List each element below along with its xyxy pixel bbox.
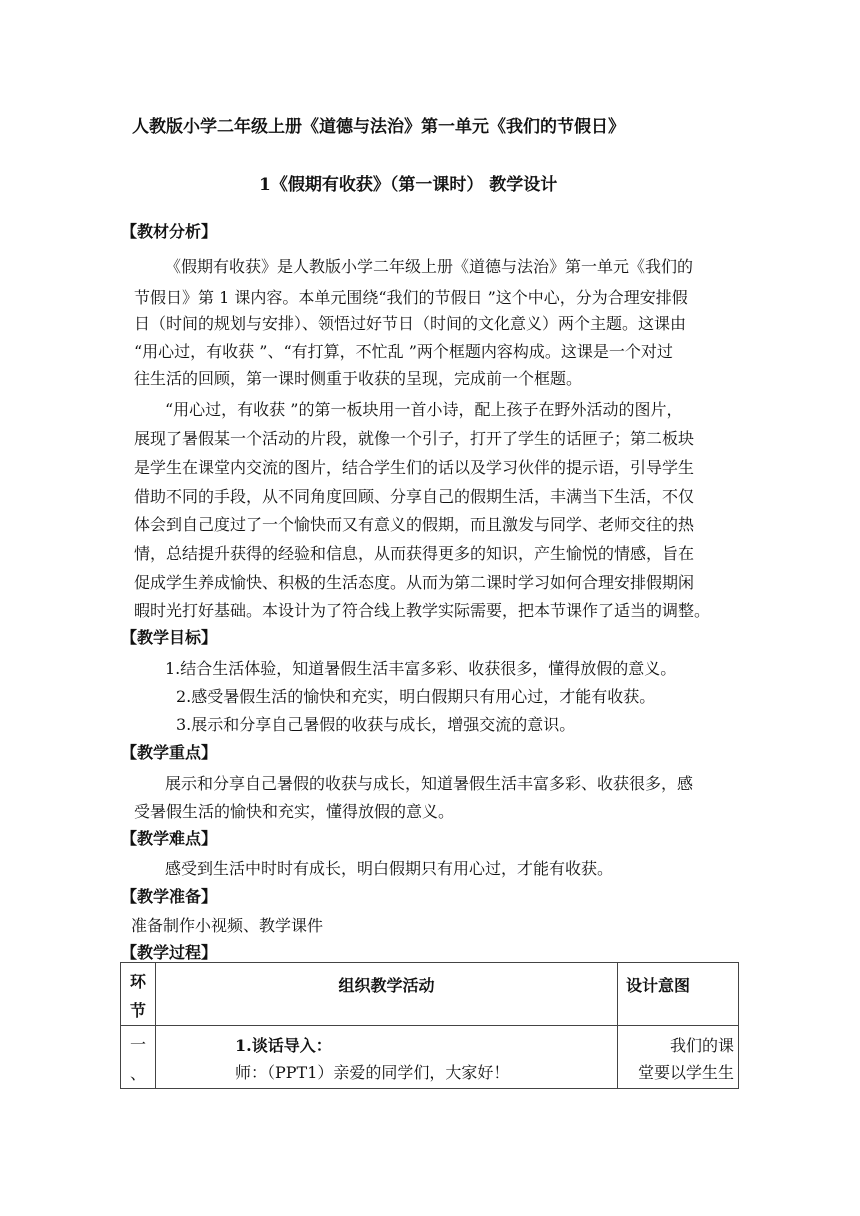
analysis-para2-line1: “用心过，有收获 ”的第一板块用一首小诗，配上孩子在野外活动的图片， — [165, 400, 683, 419]
table-row — [121, 1026, 739, 1089]
document-title: 人教版小学二年级上册《道德与法治》第一单元《我们的节假日》 — [132, 117, 625, 137]
analysis-para2-line5: 体会到自己度过了一个愉快而又有意义的假期，而且激发与同学、老师交往的热 — [134, 515, 695, 534]
intent-line1: 我们的课 — [669, 1036, 734, 1055]
header-segment-char1: 环 — [129, 972, 146, 991]
difficulty-text: 感受到生活中时时有成长，明白假期只有用心过，才能有收获。 — [165, 859, 614, 878]
preparation-text: 准备制作小视频、教学课件 — [131, 916, 324, 935]
analysis-para2-line2: 展现了暑假某一个活动的片段，就像一个引子，打开了学生的话匣子；第二板块 — [134, 429, 695, 448]
document-subtitle: 1《假期有收获》（第一课时） 教学设计 — [259, 175, 558, 195]
activity-cell — [156, 1026, 618, 1089]
section-heading-goals: 【教学目标】 — [121, 628, 218, 647]
section-heading-difficulty: 【教学难点】 — [121, 829, 218, 848]
section-heading-process: 【教学过程】 — [121, 943, 218, 962]
intent-line2: 堂要以学生生 — [637, 1063, 734, 1082]
header-intent-label: 设计意图 — [626, 976, 691, 995]
header-intent-cell — [618, 963, 739, 1026]
analysis-para1-line1: 《假期有收获》是人教版小学二年级上册《道德与法治》第一单元《我们的 — [165, 257, 694, 276]
analysis-para2-line8: 暇时光打好基础。本设计为了符合线上教学实际需要，把本节课作了适当的调整。 — [134, 601, 711, 620]
analysis-para2-line6: 情，总结提升获得的经验和信息，从而获得更多的知识，产生愉悦的情感，旨在 — [134, 544, 695, 563]
segment-char2: 、 — [129, 1064, 146, 1083]
goal-item-2: 2.感受暑假生活的愉快和充实，明白假期只有用心过，才能有收获。 — [176, 687, 656, 706]
key-points-line1: 展示和分享自己暑假的收获与成长，知道暑假生活丰富多彩、收获很多，感 — [165, 774, 694, 793]
intent-cell — [618, 1026, 739, 1089]
goal-item-1: 1.结合生活体验，知道暑假生活丰富多彩、收获很多，懂得放假的意义。 — [165, 659, 677, 678]
goal-item-3: 3.展示和分享自己暑假的收获与成长，增强交流的意识。 — [176, 715, 576, 734]
segment-char1: 一 — [129, 1035, 146, 1054]
header-segment-cell — [121, 963, 156, 1026]
table-header-row — [121, 963, 739, 1026]
key-points-line2: 受暑假生活的愉快和充实，懂得放假的意义。 — [134, 802, 455, 821]
section-heading-preparation: 【教学准备】 — [121, 887, 218, 906]
header-activity-label: 组织教学活动 — [338, 976, 435, 995]
analysis-para2-line3: 是学生在课堂内交流的图片，结合学生们的话以及学习伙伴的提示语，引导学生 — [134, 458, 695, 477]
analysis-para1-line3: 日（时间的规划与安排）、领悟过好节日（时间的文化意义）两个主题。这课由 — [134, 314, 687, 333]
header-activity-cell — [156, 963, 618, 1026]
header-segment-char2: 节 — [129, 1001, 146, 1020]
process-table — [120, 962, 739, 1089]
analysis-para1-line4: “用心过，有收获 ”、“有打算，不忙乱 ”两个框题内容构成。这课是一个对过 — [134, 342, 673, 361]
analysis-para1-line2: 节假日》第 1 课内容。本单元围绕“我们的节假日 ”这个中心，分为合理安排假 — [134, 288, 688, 307]
segment-cell — [121, 1026, 156, 1089]
analysis-para2-line7: 促成学生养成愉快、积极的生活态度。从而为第二课时学习如何合理安排假期闲 — [134, 573, 695, 592]
activity-title: 1.谈话导入： — [235, 1036, 332, 1055]
section-heading-analysis: 【教材分析】 — [121, 222, 218, 241]
analysis-para2-line4: 借助不同的手段，从不同角度回顾、分享自己的假期生活，丰满当下生活，不仅 — [134, 487, 695, 506]
section-heading-key-points: 【教学重点】 — [121, 743, 218, 762]
analysis-para1-line5: 往生活的回顾，第一课时侧重于收获的呈现，完成前一个框题。 — [134, 369, 583, 388]
activity-text: 师：（PPT1）亲爱的同学们，大家好！ — [235, 1063, 510, 1082]
